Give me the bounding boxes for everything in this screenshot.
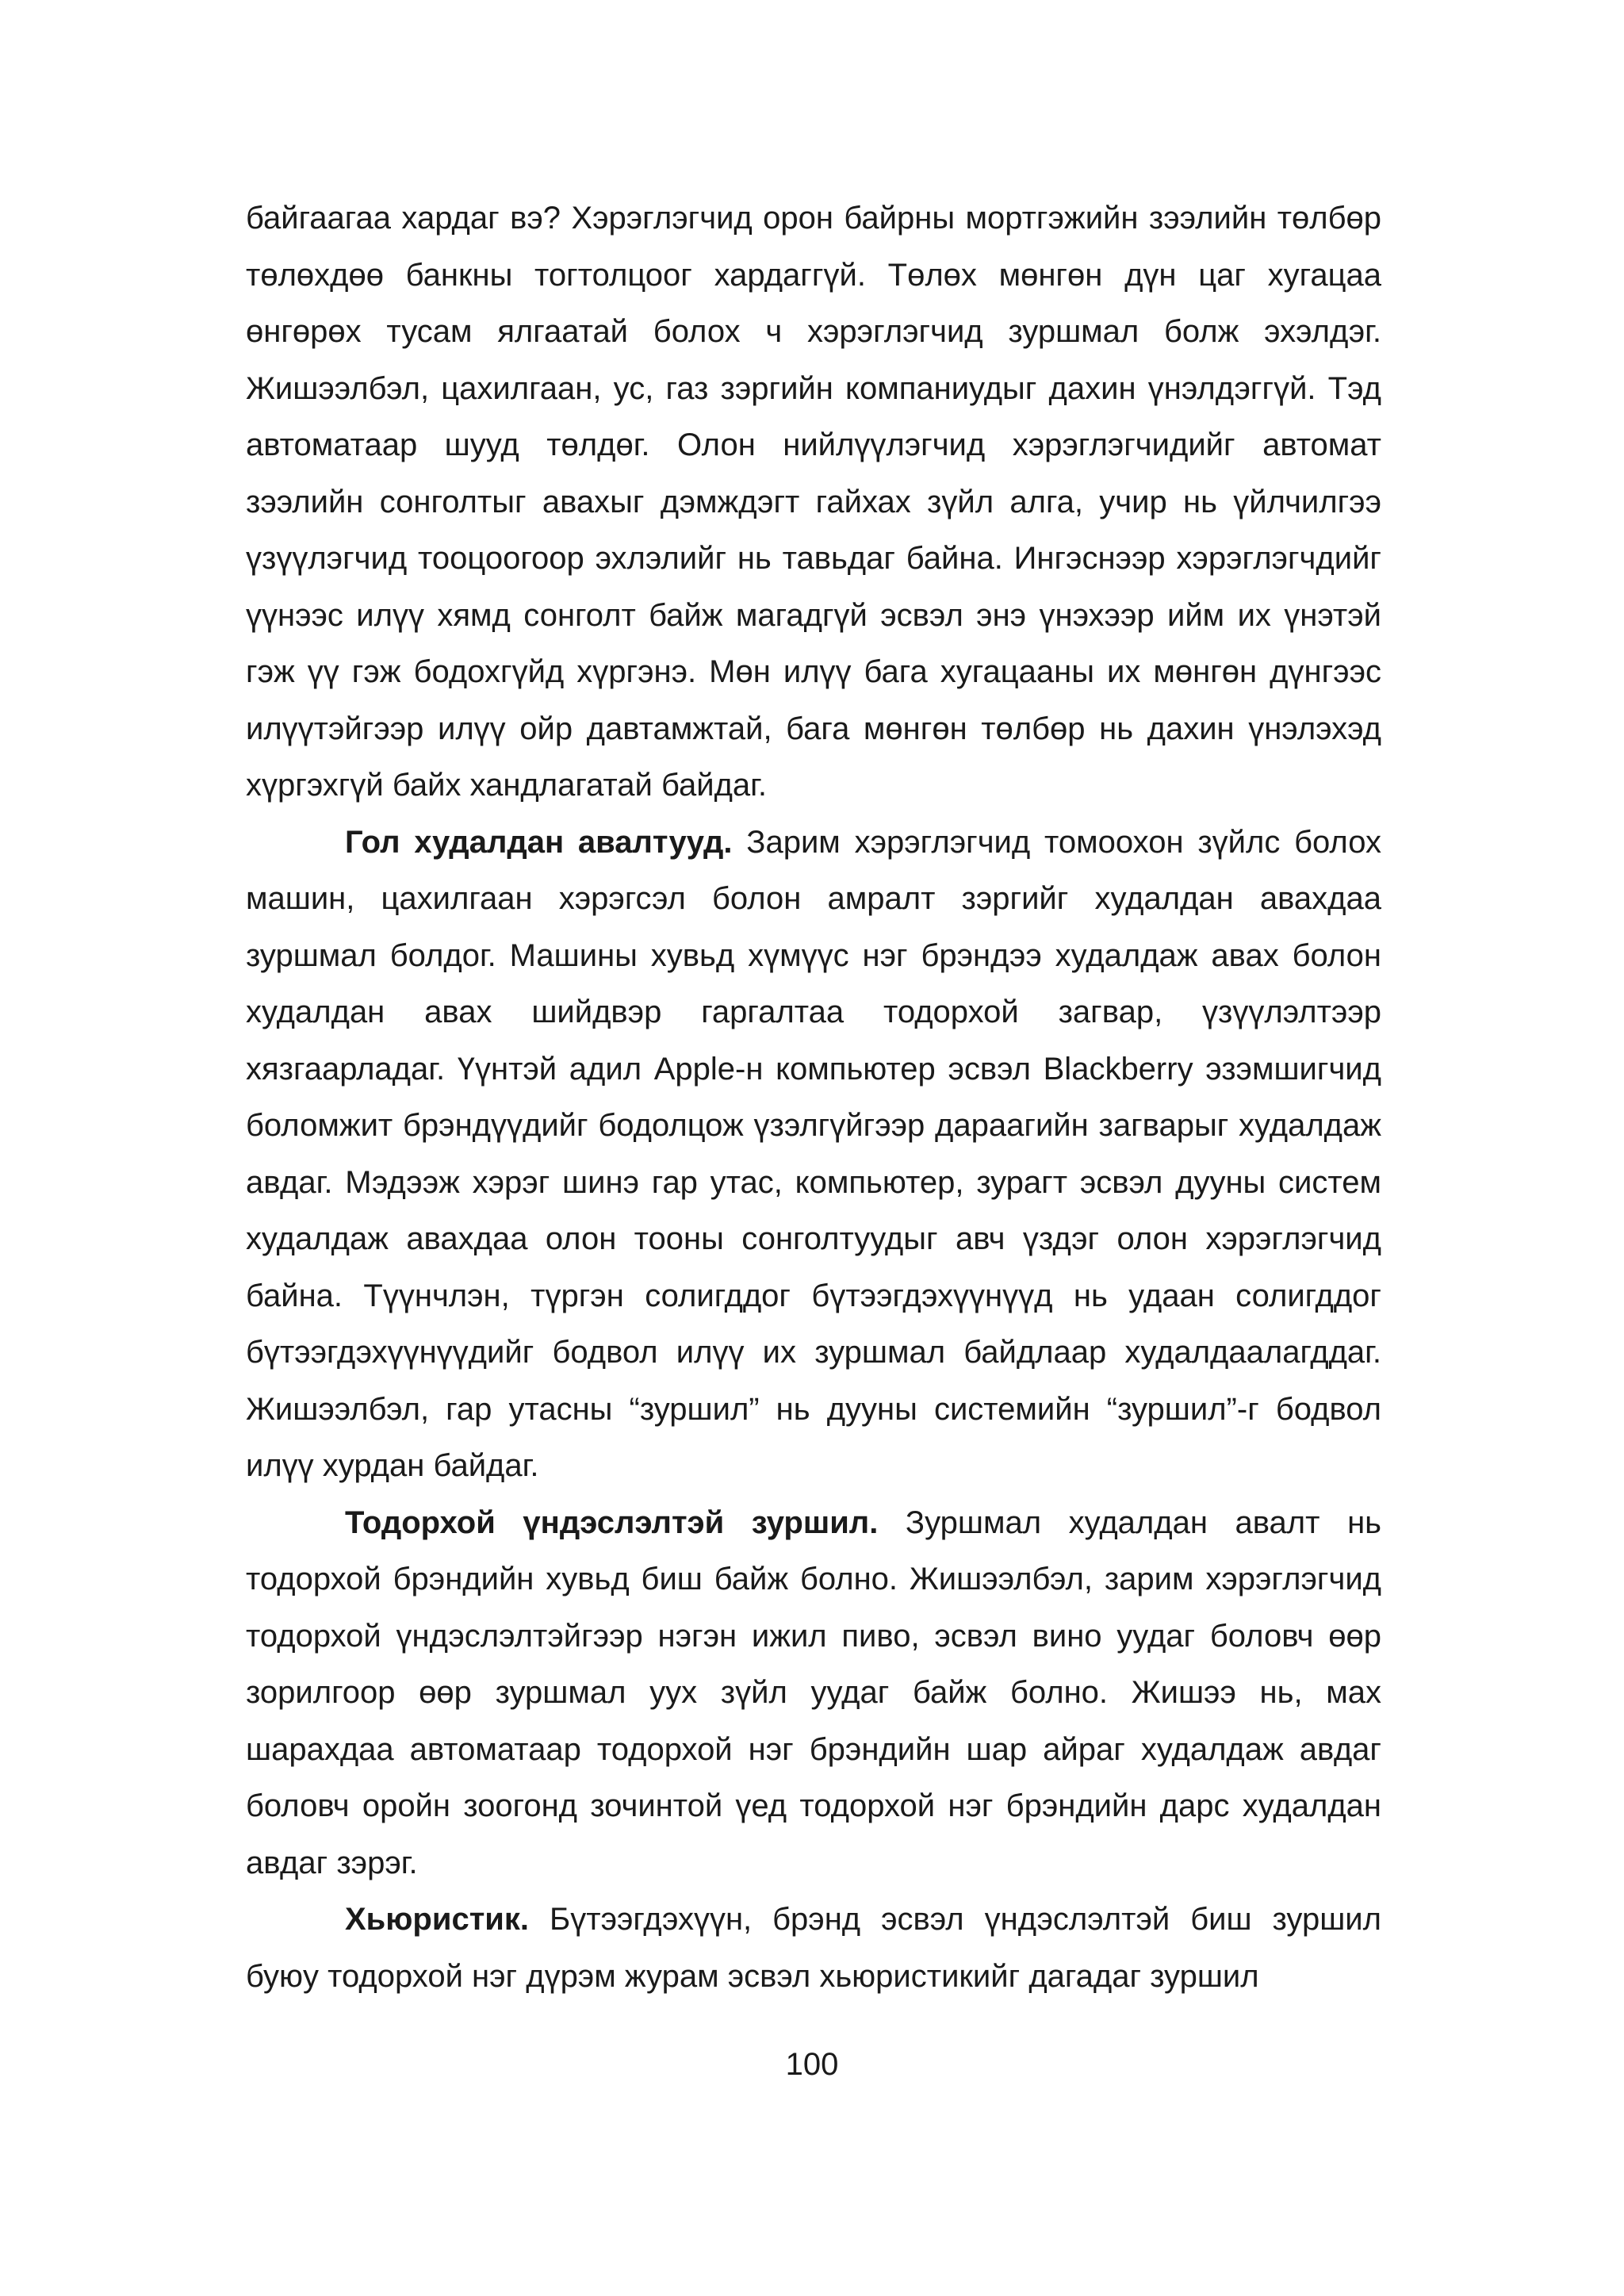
paragraph-4-text: Бүтээгдэхүүн, брэнд эсвэл үндэслэлтэй биш зуршил буюу тодорхой нэг дүрэм журам эсвэл хьюристикийг дагадаг зуршил [246,1902,1381,1994]
paragraph-1-text: байгаагаа хардаг вэ? Хэрэглэгчид орон байрны мортгэжийн зээлийн төлбөр төлөхдөө банкны тогтолцоог хардаггүй. Төлөх мөнгөн дүн цаг хугацаа өнгөрөх тусам ялгаатай болох ч хэрэглэгчид зуршмал болж эхэлдэг. Жишээлбэл, цахилгаан, ус, газ зэргийн компаниудыг дахин үнэлдэггүй. Тэд автоматаар шууд төлдөг. Олон нийлүүлэгчид хэрэглэгчидийг автомат зээлийн сонголтыг авахыг дэмждэгт гайхах зүйл алга, учир нь үйлчилгээ үзүүлэгчид тооцоогоор эхлэлийг нь тавьдаг байна. Ингэснээр хэрэглэгчдийг үүнээс илүү хямд сонголт байж магадгүй эсвэл энэ үнэхээр ийм их үнэтэй гэж үү гэж бодохгүйд хүргэнэ. Мөн илүү бага хугацааны их мөнгөн дүнгээс илүүтэйгээр илүү ойр давтамжтай, бага мөнгөн төлбөр нь дахин үнэлэхэд хүргэхгүй байх хандлагатай байдаг. [246,201,1381,803]
paragraph-2-heading: Гол худалдан авалтууд. [345,824,733,860]
paragraph-2 [246,815,1381,1495]
paragraph-1 [246,190,1381,815]
paragraph-2-text: Зарим хэрэглэгчид томоохон зүйлс болох машин, цахилгаан хэрэгсэл болон амралт зэргийг худалдан авахдаа зуршмал болдог. Машины хувьд хүмүүс нэг брэндээ худалдаж авах болон худалдан авах шийдвэр гаргалтаа тодорхой загвар, үзүүлэлтээр хязгаарладаг. Үүнтэй адил Apple-н компьютер эсвэл Blackberry эзэмшигчид боломжит брэндүүдийг бодолцож үзэлгүйгээр дараагийн загварыг худалдаж авдаг. Мэдээж хэрэг шинэ гар утас, компьютер, зурагт эсвэл дууны систем худалдаж авахдаа олон тооны сонголтуудыг авч үздэг олон хэрэглэгчид байна. Түүнчлэн, түргэн солигддог бүтээгдэхүүнүүд нь удаан солигддог бүтээгдэхүүнүүдийг бодвол илүү их зуршмал байдлаар худалдаалагддаг. Жишээлбэл, гар утасны “зуршил” нь дууны системийн “зуршил”-г бодвол илүү хурдан байдаг. [246,824,1382,1483]
paragraph-3-heading: Тодорхой үндэслэлтэй зуршил. [345,1504,879,1540]
paragraph-4 [246,1892,1381,2005]
body-text [246,190,1381,2005]
paragraph-3-text: Зуршмал худалдан авалт нь тодорхой брэндийн хувьд биш байж болно. Жишээлбэл, зарим хэрэглэгчид тодорхой үндэслэлтэйгээр нэгэн ижил пиво, эсвэл вино уудаг боловч өөр зорилгоор өөр зуршмал уух зүйл уудаг байж болно. Жишээ нь, мах шарахдаа автоматаар тодорхой нэг брэндийн шар айраг худалдаж авдаг боловч оройн зоогонд зочинтой үед тодорхой нэг брэндийн дарс худалдан авдаг зэрэг. [246,1504,1381,1880]
page-number: 100 [785,2047,839,2082]
paragraph-4-heading: Хьюристик. [345,1902,530,1937]
paragraph-3 [246,1495,1381,1892]
